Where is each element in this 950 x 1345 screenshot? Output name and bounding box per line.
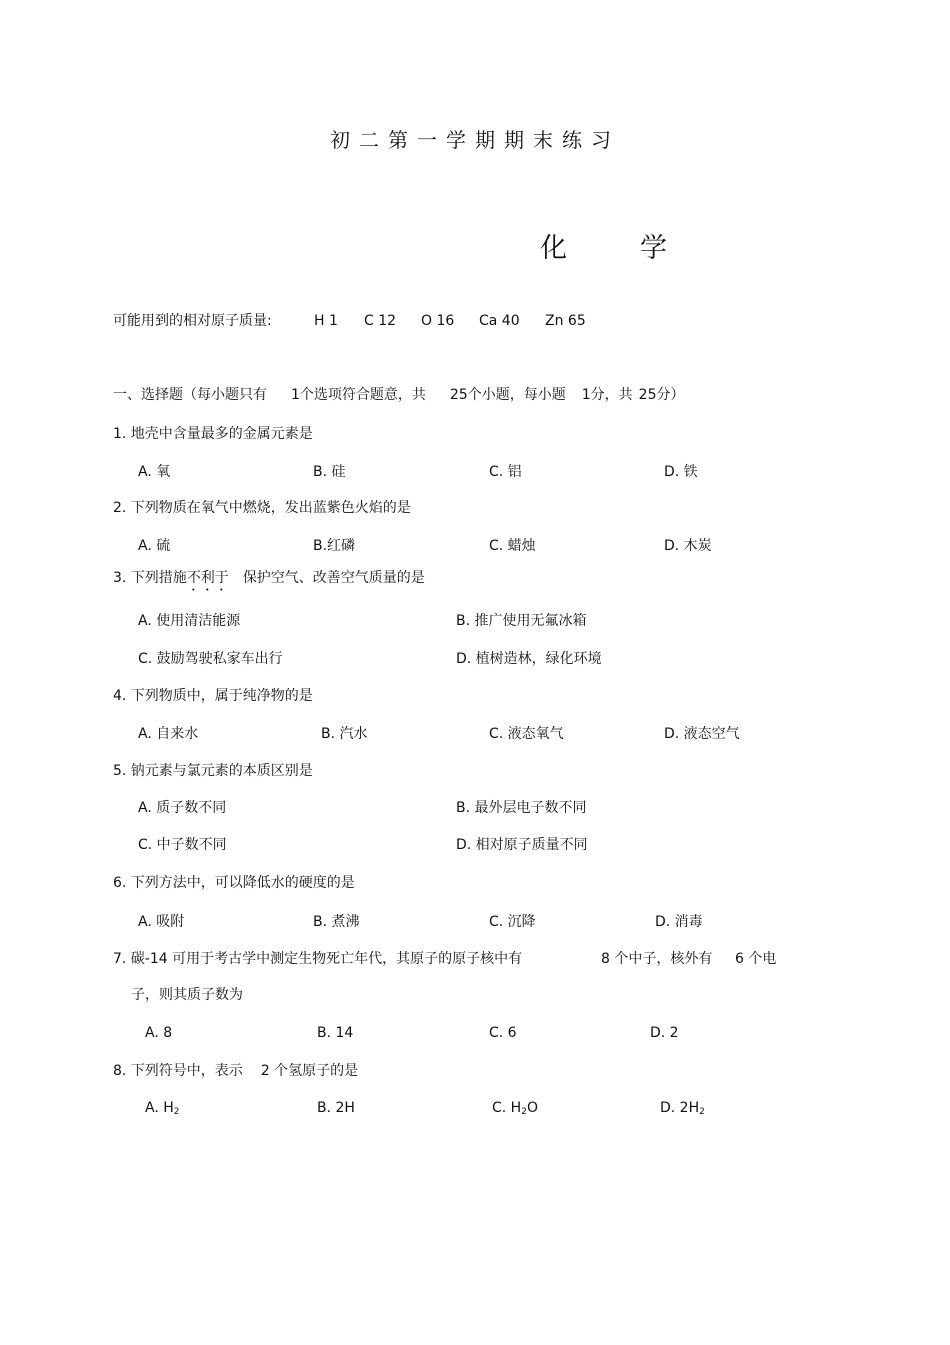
atomic-mass-zn: Zn 65 [545, 313, 586, 329]
q3-stem-pre: 3. 下列措施 [113, 570, 187, 586]
q7-option-a[interactable]: A. 8 [145, 1025, 173, 1041]
q7-stem-part2: 8 个中子，核外有 [601, 951, 713, 967]
q4-stem: 4. 下列物质中，属于纯净物的是 [113, 688, 313, 704]
q2-option-d[interactable]: D. 木炭 [664, 538, 712, 554]
q8-option-c-tail: O [526, 1100, 538, 1116]
q1-option-d[interactable]: D. 铁 [664, 464, 698, 480]
q1-option-a[interactable]: A. 氧 [138, 464, 171, 480]
q8-option-c-sub: 2 [521, 1107, 527, 1117]
atomic-mass-h: H 1 [314, 313, 338, 329]
q8-stem-pre: 8. 下列符号中，表示 [113, 1063, 243, 1079]
q3-stem [113, 569, 425, 594]
q6-option-b[interactable]: B. 煮沸 [313, 914, 360, 930]
q8-option-a[interactable] [145, 1099, 180, 1121]
q8-option-d-sub: 2 [699, 1107, 705, 1117]
q6-stem: 6. 下列方法中，可以降低水的硬度的是 [113, 875, 355, 891]
q4-option-a[interactable]: A. 自来水 [138, 726, 199, 742]
section-total: 25 [638, 387, 657, 403]
q5-option-d[interactable]: D. 相对原子质量不同 [456, 837, 588, 853]
subject-char-1: 化 [540, 233, 567, 264]
q3-stem-post: 保护空气、改善空气质量的是 [242, 570, 425, 586]
atomic-mass-o: O 16 [421, 313, 455, 329]
q8-option-a-text: A. H [145, 1100, 174, 1116]
atomic-mass-c: C 12 [364, 313, 397, 329]
section-num-options: 1 [291, 387, 300, 403]
q7-option-b[interactable]: B. 14 [317, 1025, 354, 1041]
q8-stem-post: 2 个氢原子的是 [260, 1063, 359, 1079]
section-suffix: 分） [656, 387, 685, 403]
q1-option-c[interactable]: C. 铝 [489, 464, 522, 480]
section-mid2: 个小题，每小题 [467, 387, 566, 403]
q2-option-c[interactable]: C. 蜡烛 [489, 538, 536, 554]
q8-option-b[interactable]: B. 2H [317, 1100, 355, 1116]
q2-option-a[interactable]: A. 硫 [138, 538, 171, 554]
subject-char-2: 学 [640, 233, 667, 264]
section-mid3: 分，共 [590, 387, 633, 403]
q2-stem: 2. 下列物质在氧气中燃烧，发出蓝紫色火焰的是 [113, 500, 411, 516]
q6-option-a[interactable]: A. 吸附 [138, 914, 185, 930]
section-num-questions: 25 [449, 387, 468, 403]
q5-option-b[interactable]: B. 最外层电子数不同 [456, 800, 587, 816]
q7-option-d[interactable]: D. 2 [650, 1025, 679, 1041]
q8-option-c-text: C. H [492, 1100, 522, 1116]
q5-option-a[interactable]: A. 质子数不同 [138, 800, 227, 816]
exam-title: 初二第一学期期末练习 [330, 128, 620, 152]
section-mid: 个选项符合题意，共 [299, 387, 426, 403]
section-per-score: 1 [581, 387, 591, 403]
q8-option-a-sub: 2 [173, 1107, 180, 1117]
q4-option-c[interactable]: C. 液态氧气 [489, 726, 564, 742]
q8-option-c[interactable] [492, 1099, 538, 1121]
q6-option-c[interactable]: C. 沉降 [489, 914, 536, 930]
q7-stem-continuation: 子，则其质子数为 [131, 987, 243, 1003]
q3-option-b[interactable]: B. 推广使用无氟冰箱 [456, 613, 587, 629]
q3-stem-emphasis: 不利于 [186, 570, 229, 586]
q3-option-a[interactable]: A. 使用清洁能源 [138, 613, 241, 629]
atomic-mass-ca: Ca 40 [479, 313, 520, 329]
q5-option-c[interactable]: C. 中子数不同 [138, 837, 227, 853]
q8-option-d-text: D. 2H [660, 1100, 700, 1116]
q8-option-d[interactable] [660, 1099, 705, 1121]
q5-stem: 5. 钠元素与氯元素的本质区别是 [113, 763, 313, 779]
section-prefix: 一、选择题（每小题只有 [113, 387, 267, 403]
q3-option-c[interactable]: C. 鼓励驾驶私家车出行 [138, 651, 283, 667]
q3-option-d[interactable]: D. 植树造林，绿化环境 [456, 651, 602, 667]
q7-stem-part1: 7. 碳-14 可用于考古学中测定生物死亡年代，其原子的原子核中有 [113, 951, 523, 967]
q2-option-b[interactable]: B.红磷 [313, 538, 356, 554]
q7-stem-part3: 6 个电 [735, 951, 777, 967]
q4-option-d[interactable]: D. 液态空气 [664, 726, 740, 742]
atomic-mass-label: 可能用到的相对原子质量: [113, 313, 272, 329]
q7-option-c[interactable]: C. 6 [489, 1025, 517, 1041]
q8-stem [113, 1062, 358, 1080]
section-heading [113, 386, 685, 404]
q4-option-b[interactable]: B. 汽水 [321, 726, 368, 742]
q1-option-b[interactable]: B. 硅 [313, 464, 346, 480]
q6-option-d[interactable]: D. 消毒 [655, 914, 703, 930]
q1-stem: 1. 地壳中含量最多的金属元素是 [113, 426, 313, 442]
